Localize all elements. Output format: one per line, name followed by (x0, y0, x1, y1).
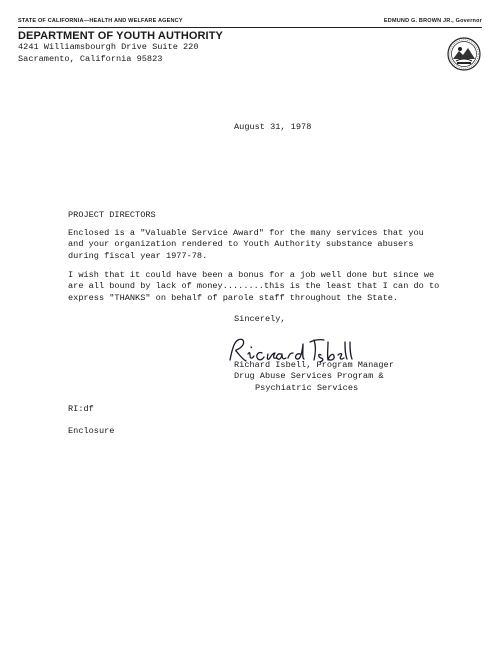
paragraph-1-line: during fiscal year 1977-78. (68, 250, 208, 261)
paragraph-1-line: and your organization rendered to Youth Authority substance abusers (68, 239, 414, 250)
paragraph-1 (68, 228, 424, 262)
signature-block (234, 360, 394, 394)
state-seal-icon (447, 37, 481, 71)
reference-initials: RI:df (68, 404, 94, 414)
address-line-1: 4241 Williamsbourgh Drive Suite 220 (18, 42, 199, 52)
enclosure-note: Enclosure (68, 426, 115, 436)
department-name: DEPARTMENT OF YOUTH AUTHORITY (18, 30, 223, 42)
closing: Sincerely, (234, 314, 286, 324)
address-line-2: Sacramento, California 95823 (18, 54, 163, 64)
paragraph-2-line: I wish that it could have been a bonus for a job well done but since we (68, 270, 435, 280)
signer-program-cont: Psychiatric Services (255, 382, 359, 393)
letterhead-top-rule (18, 18, 482, 28)
governor-line: EDMUND G. BROWN JR., Governor (383, 18, 482, 24)
paragraph-2-line: express "THANKS" on behalf of parole staff throughout the State. (68, 292, 399, 303)
signer-name-title: Richard Isbell, Program Manager (234, 360, 394, 370)
signer-program: Drug Abuse Services Program & (234, 371, 384, 382)
salutation: PROJECT DIRECTORS (68, 210, 156, 220)
letter-date: August 31, 1978 (234, 122, 312, 132)
paragraph-1-line: Enclosed is a "Valuable Service Award" for the many services that you (68, 228, 424, 238)
paragraph-2 (68, 270, 439, 304)
state-agency-line: STATE OF CALIFORNIA—HEALTH AND WELFARE AGENCY (18, 18, 183, 24)
paragraph-2-line: are all bound by lack of money........this is the least that I can do to (68, 281, 440, 292)
